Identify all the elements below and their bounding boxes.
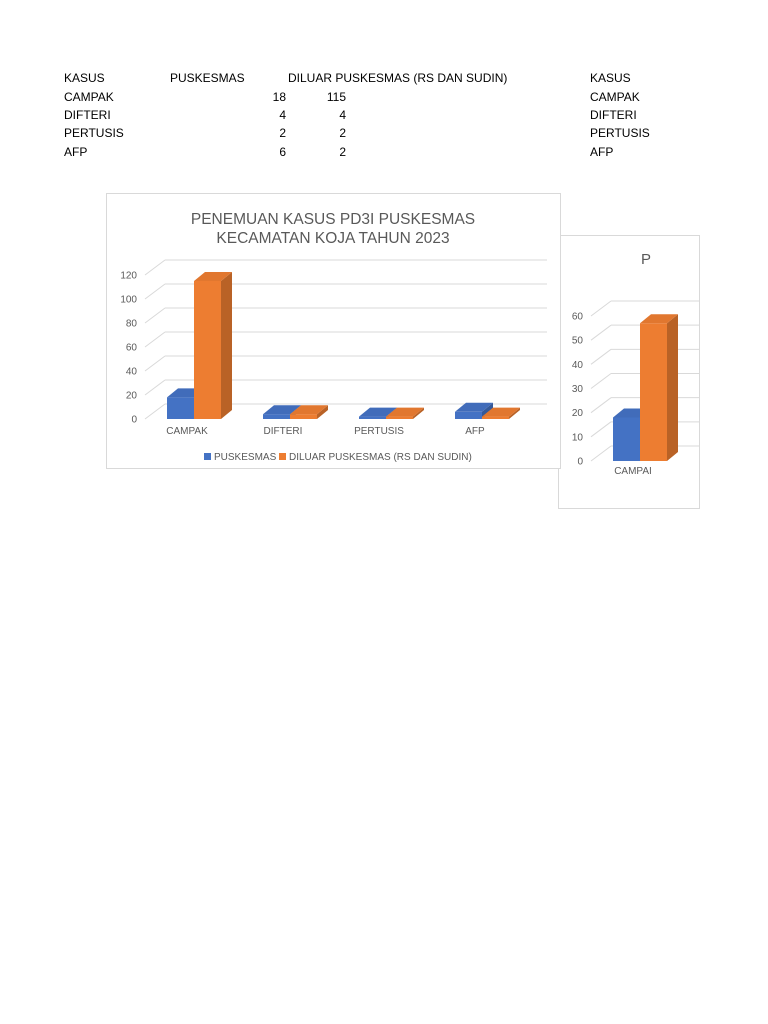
header-kasus[interactable]: KASUS (64, 71, 105, 85)
x-category-label: CAMPAK (166, 426, 208, 437)
row-kasus-right-difteri[interactable]: DIFTERI (590, 108, 637, 122)
gridline-diag (591, 422, 611, 437)
row-kasus-campak[interactable]: CAMPAK (64, 90, 114, 104)
gridline-diag (145, 284, 165, 299)
chart-2[interactable] (558, 235, 700, 509)
row-puskesmas-difteri[interactable]: 4 (279, 108, 286, 122)
y-tick-label: 40 (125, 366, 137, 378)
y-tick-label: 10 (571, 432, 583, 444)
gridline-diag (591, 349, 611, 364)
x-category-label: CAMPAI (614, 466, 652, 477)
chart-1-title-line-2: KECAMATAN KOJA TAHUN 2023 (216, 230, 450, 247)
row-kasus-pertusis[interactable]: PERTUSIS (64, 126, 124, 140)
y-tick-label: 120 (120, 270, 137, 282)
gridline-diag (145, 380, 165, 395)
y-tick-label: 80 (125, 318, 137, 330)
gridline-diag (145, 356, 165, 371)
x-category-label: AFP (465, 426, 485, 437)
chart-1-bars (167, 272, 520, 419)
x-category-label: DIFTERI (263, 426, 303, 437)
y-tick-label: 50 (571, 335, 583, 347)
chart-1-legend[interactable] (204, 452, 472, 463)
row-diluar-campak[interactable]: 115 (326, 90, 346, 104)
y-tick-label: 40 (571, 359, 583, 371)
row-kasus-afp[interactable]: AFP (64, 145, 88, 159)
gridline-diag (591, 301, 611, 316)
row-kasus-right-pertusis[interactable]: PERTUSIS (590, 126, 650, 140)
row-diluar-difteri[interactable]: 4 (339, 108, 346, 122)
row-puskesmas-afp[interactable]: 6 (279, 145, 286, 159)
gridline-diag (591, 325, 611, 340)
y-tick-label: 20 (571, 408, 583, 420)
y-tick-label: 60 (125, 342, 137, 354)
gridline-diag (591, 374, 611, 389)
legend-swatch-diluar (279, 453, 286, 460)
gridline-diag (145, 404, 165, 419)
row-kasus-difteri[interactable]: DIFTERI (64, 108, 111, 122)
y-tick-label: 100 (120, 294, 137, 306)
chart-1-y-ticks (120, 271, 137, 426)
gridline-diag (145, 260, 165, 275)
row-diluar-pertusis[interactable]: 2 (339, 126, 346, 140)
row-puskesmas-pertusis[interactable]: 2 (279, 126, 286, 140)
header-kasus-right[interactable]: KASUS (590, 71, 631, 85)
row-kasus-right-afp[interactable]: AFP (590, 145, 614, 159)
y-tick-label: 60 (571, 311, 583, 323)
chart-1-canvas (107, 194, 560, 468)
header-diluar[interactable]: DILUAR PUSKESMAS (RS DAN SUDIN) (288, 71, 508, 85)
chart-2-y-ticks (572, 312, 584, 468)
gridline-diag (591, 398, 611, 413)
bar-campak-1[interactable] (194, 272, 232, 419)
header-puskesmas[interactable]: PUSKESMAS (170, 71, 245, 85)
chart-1-title-line-1: PENEMUAN KASUS PD3I PUSKESMAS (190, 211, 476, 228)
y-tick-label: 20 (125, 390, 137, 402)
y-tick-label: 0 (131, 414, 137, 426)
gridline-diag (145, 332, 165, 347)
y-tick-label: 30 (571, 384, 583, 395)
chart-1-categories (166, 426, 485, 437)
row-diluar-afp[interactable]: 2 (339, 145, 346, 159)
y-tick-label: 0 (577, 456, 583, 468)
gridline-diag (145, 308, 165, 323)
legend-label-puskesmas: PUSKESMAS (214, 452, 277, 463)
chart-2-categories (614, 466, 652, 477)
x-category-label: PERTUSIS (354, 426, 404, 437)
legend-swatch-puskesmas (204, 453, 211, 460)
row-puskesmas-campak[interactable]: 18 (272, 90, 286, 104)
bar-campai-1[interactable] (640, 314, 678, 461)
gridline-diag (591, 446, 611, 461)
row-kasus-right-campak[interactable]: CAMPAK (590, 90, 640, 104)
chart-1[interactable] (106, 193, 561, 469)
chart-2-title: P (641, 251, 652, 268)
chart-2-canvas (559, 236, 699, 508)
legend-label-diluar: DILUAR PUSKESMAS (RS DAN SUDIN) (289, 452, 472, 463)
chart-2-bars (613, 314, 678, 461)
